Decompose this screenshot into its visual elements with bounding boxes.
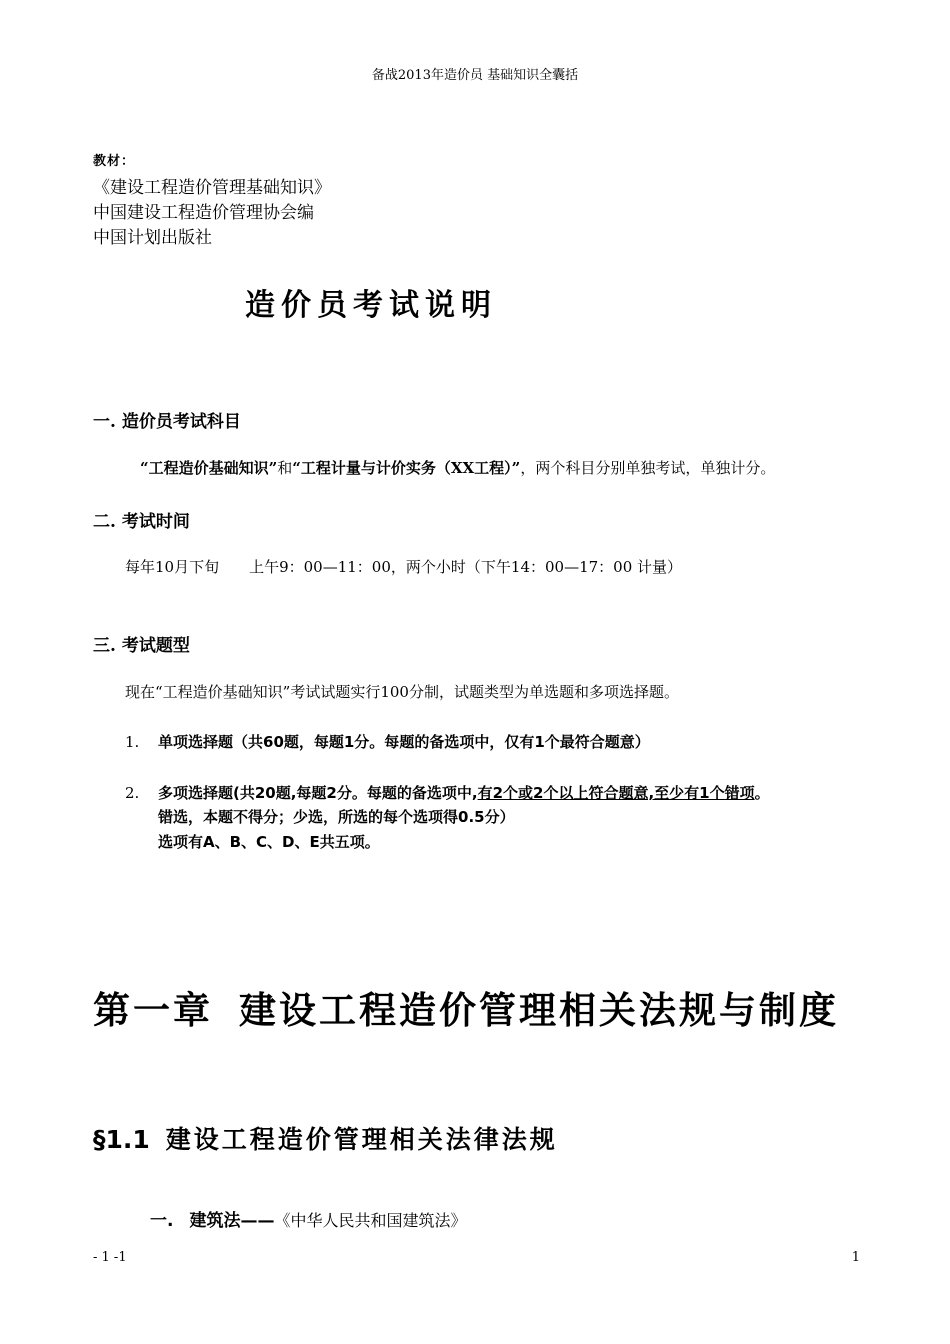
section-number: 三. [93,636,116,656]
list-item-number: 2. [125,784,140,802]
law-number: 一. [150,1211,174,1231]
list-item-continuation: 错选，本题不得分；少选，所选的每个选项得0.5分） [158,808,515,826]
list-item-number: 1. [125,733,140,751]
section-title: 考试时间 [121,512,190,532]
exam-time-detail: 上午9：00—11：00，两个小时（下午14：00—17：00 计量） [249,558,683,576]
law-book-title: 《中华人民共和国建筑法》 [274,1211,467,1230]
list-item-underlined-text: 有2个或2个以上符合题意,至少有1个错项 [477,784,755,802]
section-number: 一. [93,412,116,432]
footer-page-number: 1 [851,1250,860,1265]
list-item-continuation: 选项有A、B、C、D、E共五项。 [158,833,380,851]
subjects-paragraph [140,457,775,478]
list-item-text: 单项选择题（共60题，每题1分。每题的备选项中，仅有1个最符合题意） [158,733,650,751]
section-heading-subjects [93,407,241,432]
section-title: 考试题型 [121,636,190,656]
textbook-editor: 中国建设工程造价管理协会编 [93,203,314,223]
subsection-heading [93,1120,558,1156]
list-item-text-end: 。 [754,784,770,802]
page-header: 备战2013年造价员 基础知识全囊括 [371,68,579,83]
subjects-rest: ，两个科目分别单独考试，单独计分。 [520,459,776,477]
question-types-intro: 现在“工程造价基础知识”考试试题实行100分制，试题类型为单选题和多项选择题。 [125,683,679,701]
law-heading [150,1206,466,1231]
subjects-and: 和 [277,459,293,477]
subject-1: “工程造价基础知识” [140,459,278,477]
textbook-publisher: 中国计划出版社 [93,228,212,248]
textbook-label: 教材： [93,154,136,169]
exam-date: 每年10月下旬 [125,558,220,576]
subsection-title: 建设工程造价管理相关法律法规 [165,1125,558,1154]
subsection-number: §1.1 [93,1125,150,1154]
section-number: 二. [93,512,116,532]
section-heading-question-types [93,631,190,656]
list-item [125,731,650,752]
chapter-heading [93,980,839,1034]
chapter-title: 建设工程造价管理相关法规与制度 [239,989,839,1032]
subject-2: “工程计量与计价实务（XX工程）” [292,459,521,477]
chapter-number: 第一章 [93,989,213,1032]
exam-time-line [125,556,682,577]
textbook-title: 《建设工程造价管理基础知识》 [93,178,331,198]
section-title: 造价员考试科目 [121,412,241,432]
list-item-text: 多项选择题(共20题,每题2分。每题的备选项中, [158,784,478,802]
list-item [125,782,770,803]
section-heading-time [93,507,190,532]
document-title: 造价员考试说明 [245,288,497,323]
footer-page-label: - 1 -1 [93,1250,127,1265]
law-name: 建筑法—— [189,1211,275,1231]
